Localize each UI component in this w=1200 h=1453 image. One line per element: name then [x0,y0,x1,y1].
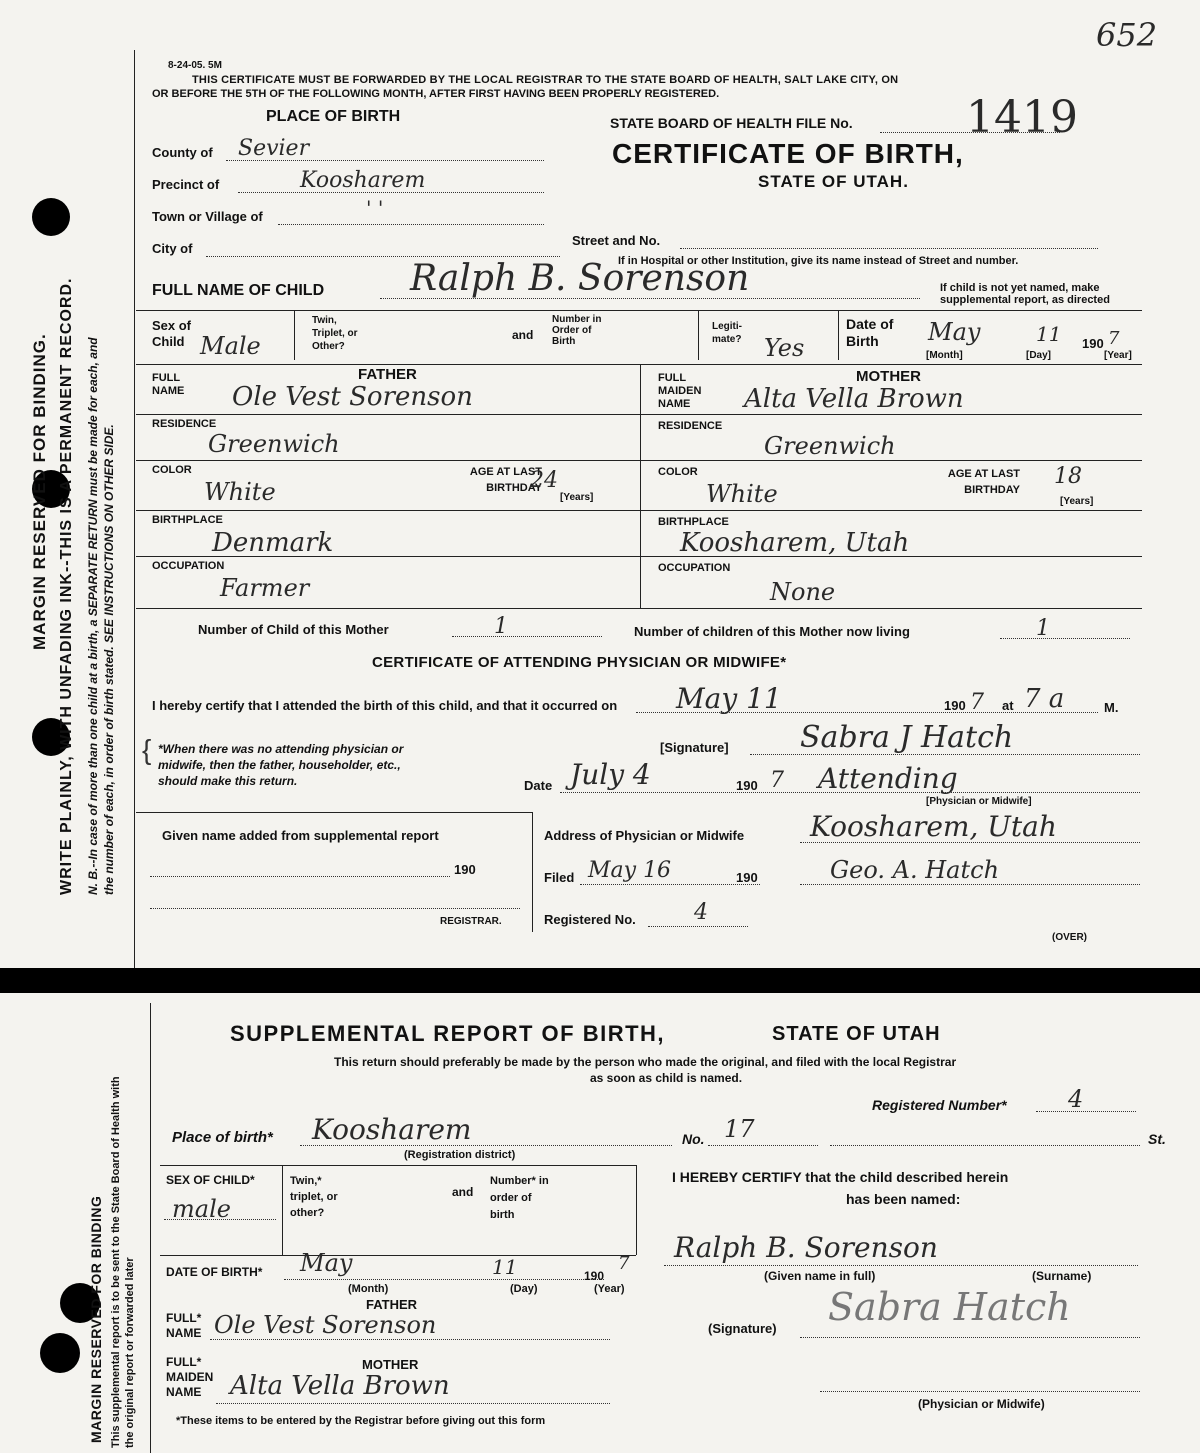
registrar-caption: REGISTRAR. [440,916,502,927]
and-label: and [452,1185,474,1199]
attending-value: Attending [818,762,958,795]
father-residence-label: RESIDENCE [152,418,217,430]
mother-residence: Greenwich [764,432,896,460]
surname-caption: (Surname) [1032,1269,1092,1283]
certificate-state: STATE OF UTAH. [758,172,909,191]
filed-label: Filed [544,870,575,885]
given-name-label: Given name added from supplemental report [162,828,439,843]
mother-heading: MOTHER [362,1357,419,1372]
place-of-birth-label: Place of birth* [172,1129,273,1146]
day-caption: [Day] [1026,350,1052,361]
child-name-value: Ralph B. Sorenson [674,1231,938,1264]
mother-color-label: COLOR [658,466,698,478]
registered-no-value: 4 [694,900,708,925]
signature-label: [Signature] [660,740,729,755]
physician-caption: [Physician or Midwife] [926,796,1032,807]
signature-label: (Signature) [708,1321,777,1336]
father-color-label: COLOR [152,464,192,476]
registered-no-label: Registered No. [544,912,636,927]
town-value: ' ' [366,196,384,220]
dob-year-prefix: 190 [584,1269,605,1283]
dob-label: DATE OF BIRTH* [166,1265,263,1279]
father-color: White [204,478,276,506]
child-name: Ralph B. Sorenson [410,258,750,299]
father-full-name-label: FULL NAME [152,372,185,397]
mother-name: Alta Vella Brown [744,384,964,414]
place-of-birth-value: Koosharem [312,1113,472,1146]
num-living-label: Number of children of this Mother now living [634,624,910,639]
town-label: Town or Village of [152,209,263,224]
page-number: 652 [1096,16,1158,54]
margin-note-binding: MARGIN RESERVED FOR BINDING. [30,333,49,650]
physician-signature: Sabra J Hatch [800,720,1014,755]
twin-label: Twin, Triplet, or Other? [312,315,358,352]
supplemental-subtitle: This return should preferably be made by the person who made the original, and filed with the local Registrar [334,1055,957,1069]
street-note: If in Hospital or other Institution, give its name instead of Street and number. [618,255,1019,267]
month-caption: [Month] [926,350,963,361]
father-heading: FATHER [358,366,417,383]
certify-date: May 11 [676,682,782,715]
over-label: (OVER) [1052,932,1087,943]
precinct-label: Precinct of [152,177,220,192]
footnote-line: midwife, then the father, householder, etc., [158,758,401,772]
at-label: at [1002,698,1014,713]
form-code: 8-24-05. 5M [168,60,222,71]
margin-note-binding: MARGIN RESERVED FOR BINDING [88,1195,104,1443]
precinct-value: Koosharem [300,168,426,193]
address-label: Address of Physician or Midwife [544,828,745,843]
m-label: M. [1104,700,1119,715]
legit-value: Yes [764,334,805,362]
father-heading: FATHER [366,1297,418,1312]
father-years-caption: [Years] [560,492,594,503]
dob-day: 11 [492,1255,518,1279]
certify-time: 7 a [1024,684,1065,714]
mother-name-value: Alta Vella Brown [230,1371,450,1401]
year-caption: [Year] [1104,350,1132,361]
father-age-label: AGE AT LAST BIRTHDAY [469,466,542,494]
certify-line: has been named: [846,1191,961,1207]
county-label: County of [152,145,213,160]
certificate-title: CERTIFICATE OF BIRTH, [612,138,964,169]
mother-birthplace-label: BIRTHPLACE [658,516,729,528]
margin-note-permanent: WRITE PLAINLY, WITH UNFADING INK--THIS IS A PERMANENT RECORD. [58,277,75,895]
certify-year-digit: 7 [970,690,984,715]
father-occupation: Farmer [220,574,310,602]
footnote-line: *When there was no attending physician or [158,742,404,756]
sex-value: Male [200,332,261,360]
margin-note-state-board: This supplemental report is to be sent to the State Board of Health with [110,1076,122,1448]
supplemental-subtitle: as soon as child is named. [590,1071,743,1085]
mother-occupation-label: OCCUPATION [658,562,731,574]
no-value: 17 [724,1115,755,1143]
father-age: 24 [530,468,558,493]
father-residence: Greenwich [208,430,340,458]
notice-line: THIS CERTIFICATE MUST BE FORWARDED BY THE LOCAL REGISTRAR TO THE STATE BOARD OF HEALTH, SALT LAKE CITY, ON [192,74,899,86]
certify-text: I hereby certify that I attended the birth of this child, and that it occurred on [152,698,618,713]
dob-label: Date of Birth [846,316,894,349]
supplemental-signature: Sabra Hatch [828,1285,1071,1329]
registered-number-label: Registered Number* [872,1097,1007,1113]
physician-heading: CERTIFICATE OF ATTENDING PHYSICIAN OR MIDWIFE* [372,654,787,671]
supplemental-report [0,993,1200,1453]
mother-residence-label: RESIDENCE [658,420,723,432]
dob-year-digit: 7 [618,1253,630,1274]
date-year-digit: 7 [770,768,784,793]
day-caption: (Day) [510,1283,538,1295]
num-living-value: 1 [1036,616,1050,641]
return-date: July 4 [570,758,651,791]
binding-hole [32,198,70,236]
month-caption: (Month) [348,1283,389,1295]
binding-hole [40,1333,80,1373]
given-year: 190 [454,862,476,877]
father-name-value: Ole Vest Sorenson [214,1311,437,1339]
margin-rule [134,50,135,968]
registered-number-value: 4 [1068,1085,1084,1113]
no-label: No. [682,1131,705,1147]
father-birthplace-label: BIRTHPLACE [152,514,223,526]
unnamed-note: If child is not yet named, make [940,282,1100,294]
birth-certificate: MARGIN RESERVED FOR BINDING. WRITE PLAINLY, WITH UNFADING INK--THIS IS A PERMANENT RECORD. N. B.--In case of more than one child at a birth, a SEPARATE RETURN must be made for each, and the number of each, in order of birth stated. SEE INSTRUCTIONS ON OTHER SIDE. 8-24-05. 5M 652 THIS CERTIFICATE MUST BE FORWARDED BY THE LOCAL REGISTRAR TO THE STATE BOARD OF HEALTH, SALT LAKE CITY, ON OR BEFORE THE 5TH OF THE FOLLOWING MONTH, AFTER FIRST HAVING BEEN PROPERLY REGISTERED. PLACE OF BIRTH County of Sevier Precinct of Koosharem Town or Village of ' ' City of Street and No. If in Hospital or other Institution, give its name instead of Street and number. STATE BOARD OF HEALTH FILE No. 1419 CERTIFICATE OF BIRTH, STATE OF UTAH. FULL NAME OF CHILD Ralph B. Sorenson If child is not yet named, make supplemental report, as directed Sex of Child Male Twin, Triplet, or Other? and Number in Order of Birth Legiti-mate? Yes Date of Birth May 11 190 7 [Month] [Day] [Year] FATHER MOTHER FULL NAME Ole Vest Sorenson FULL MAIDEN NAME Alta Vella Brown RESIDENCE Greenwich RESIDENCE Greenwich COLOR White AGE AT LAST BIRTHDAY 24 [Years] COLOR White AGE AT LAST BIRTHDAY 18 [Years] BIRTHPLACE Denmark BIRTHPLACE Koosharem, Utah OCCUPATION Farmer OCCUPATION None Number of Child of this Mother 1 Number of children of this Mother now living 1 CERTIFICATE OF ATTENDING PHYSICIAN OR MIDWIFE* I hereby certify that I attended the birth of this child, and that it occurred on May 11 190 7 at 7 a M. { *When there was no attending physician or midwife, then the father, householder, etc., should make this return. [Signature] Sabra J Hatch Date July 4 190 7 Attending [Physician or Midwife] Given name added from supplemental report 190 REGISTRAR. Address of Physician or Midwife Koosharem, Utah Filed May 16 190 Geo. A. Hatch Registered No. 4 (OVER) [0,0,1200,968]
father-birthplace: Denmark [212,528,334,558]
supplemental-state: STATE OF UTAH [772,1023,941,1045]
number-in-order-label: Number* in order of birth [490,1175,549,1221]
sex-of-child-label: SEX OF CHILD* [166,1173,255,1187]
full-name-label: FULL NAME OF CHILD [152,282,325,299]
unnamed-note: supplemental report, as directed [940,294,1110,306]
mother-age-label: AGE AT LAST BIRTHDAY [947,468,1020,496]
sex-label: Sex of Child [152,318,192,349]
number-label: Number in Order of Birth [552,314,602,347]
dob-day: 11 [1036,322,1062,346]
supplemental-title: SUPPLEMENTAL REPORT OF BIRTH, [230,1021,666,1046]
registrar-footnote: *These items to be entered by the Registrar before giving out this form [176,1415,546,1427]
mother-birthplace: Koosharem, Utah [680,528,910,558]
filed-year: 190 [736,870,758,885]
margin-note-separate: N. B.--In case of more than one child at a birth, a SEPARATE RETURN must be made for each, and [86,337,100,895]
file-number: 1419 [966,92,1078,143]
and-label: and [512,328,534,342]
given-name-caption: (Given name in full) [764,1269,876,1283]
margin-note-instructions: the number of each, in order of birth stated. SEE INSTRUCTIONS ON OTHER SIDE. [102,424,116,895]
legit-label: Legiti-mate? [712,321,742,345]
registration-district-caption: (Registration district) [404,1149,516,1161]
father-name-label: FULL* NAME [166,1311,202,1340]
footnote-line: should make this return. [158,774,298,788]
date-year-prefix: 190 [736,778,758,793]
place-of-birth-heading: PLACE OF BIRTH [266,108,401,125]
mother-name-label: FULL* MAIDEN NAME [166,1355,214,1399]
mother-occupation: None [770,578,836,606]
mother-color: White [706,480,778,508]
father-name: Ole Vest Sorenson [232,382,473,412]
street-label: Street and No. [572,233,661,248]
sex-of-child-value: male [172,1195,231,1223]
dob-year-digit: 7 [1108,328,1120,349]
margin-rule [150,1003,151,1453]
mother-heading: MOTHER [856,368,921,385]
father-occupation-label: OCCUPATION [152,560,225,572]
notice-line: OR BEFORE THE 5TH OF THE FOLLOWING MONTH, AFTER FIRST HAVING BEEN PROPERLY REGISTERED. [152,88,720,100]
num-child-value: 1 [494,614,508,639]
twin-label: Twin,* triplet, or other? [290,1175,338,1219]
mother-years-caption: [Years] [1060,496,1094,507]
certify-line: I HEREBY CERTIFY that the child described herein [672,1169,1009,1185]
margin-note-forwarded: the original report or forwarded later [124,1257,136,1448]
date-label: Date [524,778,553,793]
filed-date: May 16 [588,858,672,883]
st-label: St. [1148,1131,1166,1147]
dob-month: May [928,318,981,346]
num-child-label: Number of Child of this Mother [198,622,389,637]
county-value: Sevier [238,136,310,161]
dob-year-prefix: 190 [1082,336,1104,351]
file-label: STATE BOARD OF HEALTH FILE No. [610,115,853,131]
dob-month: May [300,1249,353,1277]
mother-age: 18 [1054,464,1082,489]
registrar-signature: Geo. A. Hatch [830,856,1000,884]
city-label: City of [152,241,193,256]
physician-address: Koosharem, Utah [810,810,1057,843]
mother-maiden-name-label: FULL MAIDEN NAME [658,372,702,410]
physician-caption: (Physician or Midwife) [918,1397,1045,1411]
certify-year-prefix: 190 [944,698,966,713]
year-caption: (Year) [594,1283,625,1295]
